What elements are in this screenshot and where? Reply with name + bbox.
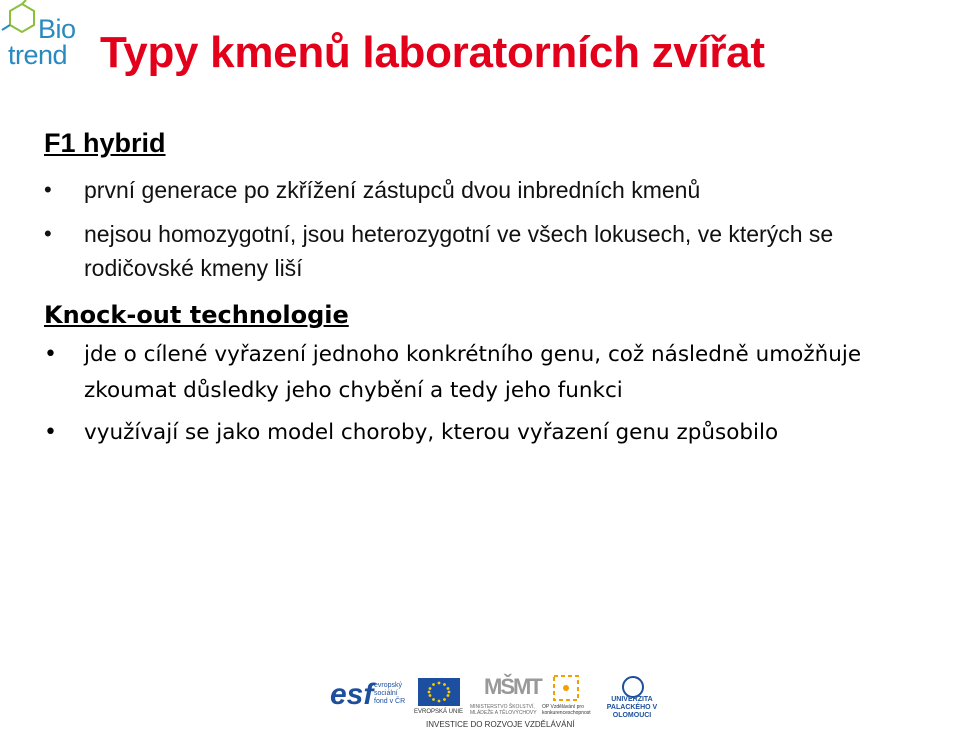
op-logo (538, 674, 596, 718)
op-mark-icon (552, 674, 582, 702)
slide-content (44, 128, 944, 451)
footer-caption: INVESTICE DO ROZVOJE VZDĚLÁVÁNÍ (426, 720, 575, 729)
upol-logo-text: UNIVERZITA PALACKÉHO V OLOMOUCI (606, 696, 658, 719)
upol-seal-icon (622, 676, 644, 698)
bullet-list-knock-out (44, 337, 944, 451)
esf-logo-text: evropský sociální fond v ČR (374, 682, 406, 705)
esf-mark-icon: esf (330, 678, 374, 711)
bullet-item: • první generace po zkřížení zástupců dvou inbredních kmenů (44, 173, 944, 207)
op-logo-text: OP Vzdělávání pro konkurenceschopnost (542, 704, 591, 716)
msmt-mark-icon: MŠMT (484, 674, 541, 699)
eu-logo-text: EVROPSKÁ UNIE (414, 709, 464, 715)
logo-text-trend: trend (8, 40, 68, 70)
bullet-item: • využívají se jako model choroby, kterou vyřazení genu způsobilo (44, 415, 944, 451)
footer-logos-bar (330, 674, 660, 731)
logo-text-bio: Bio (38, 14, 76, 44)
biotrend-logo (0, 0, 100, 80)
upol-logo (602, 674, 660, 718)
bullet-item: • jde o cílené vyřazení jednoho konkrétního genu, což následně umožňuje zkoumat důsledky jeho chybění a tedy jeho funkci (44, 337, 944, 409)
eu-logo (414, 674, 464, 718)
section-heading-f1-hybrid: F1 hybrid (44, 128, 166, 158)
bullet-item: • nejsou homozygotní, jsou heterozygotní ve všech lokusech, ve kterých se rodičovské kmeny liší (44, 217, 944, 285)
esf-logo (330, 674, 408, 718)
eu-flag-icon (418, 678, 460, 706)
bullet-list-f1-hybrid (44, 173, 944, 285)
slide-title: Typy kmenů laboratorních zvířat (100, 28, 765, 77)
msmt-logo (470, 674, 541, 718)
msmt-logo-text: MINISTERSTVO ŠKOLSTVÍ, MLÁDEŽE A TĚLOVÝCHOVY (470, 704, 537, 716)
section-heading-knock-out: Knock-out technologie (44, 301, 349, 329)
